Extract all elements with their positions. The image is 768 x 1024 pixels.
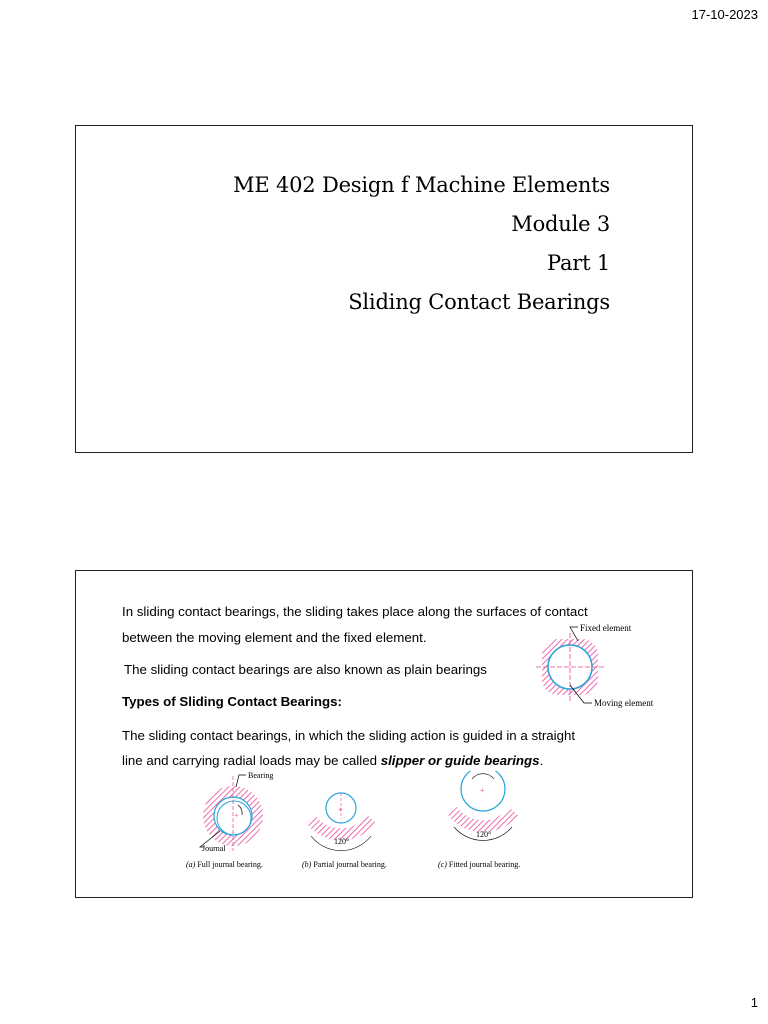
caption-full-letter: (a) bbox=[186, 860, 196, 869]
caption-fitted-letter: (c) bbox=[438, 860, 447, 869]
bearing-label: Bearing bbox=[248, 771, 274, 780]
module-title: Module 3 bbox=[511, 212, 610, 236]
angle-label-b: 120° bbox=[334, 837, 350, 846]
svg-text:+: + bbox=[480, 786, 485, 795]
intro-line-1: In sliding contact bearings, the sliding takes place along the surfaces of contact bbox=[122, 604, 588, 619]
page-number: 1 bbox=[750, 995, 758, 1010]
topic-title: Sliding Contact Bearings bbox=[348, 290, 610, 314]
caption-partial bbox=[302, 860, 387, 869]
course-title: ME 402 Design f Machine Elements bbox=[233, 173, 610, 197]
caption-fitted bbox=[438, 860, 520, 869]
caption-fitted-text: Fitted journal bearing. bbox=[446, 860, 521, 869]
moving-element-label: Moving element bbox=[594, 698, 654, 708]
full-journal-diagram bbox=[200, 775, 263, 851]
caption-full bbox=[186, 860, 263, 869]
title-slide bbox=[75, 125, 693, 453]
slipper-suffix: . bbox=[539, 753, 544, 768]
svg-text:+: + bbox=[234, 811, 239, 820]
slipper-line-1: The sliding contact bearings, in which the sliding action is guided in a straight bbox=[122, 728, 576, 743]
page-date: 17-10-2023 bbox=[691, 7, 758, 22]
content-slide bbox=[75, 570, 693, 898]
fixed-moving-figure bbox=[506, 621, 666, 711]
types-heading: Types of Sliding Contact Bearings: bbox=[122, 694, 342, 709]
part-title: Part 1 bbox=[546, 251, 610, 275]
bearing-types-figure bbox=[176, 771, 546, 876]
slipper-emphasis: slipper or guide bearings bbox=[380, 753, 540, 768]
angle-label-c: 120° bbox=[476, 830, 492, 839]
slipper-prefix: line and carrying radial loads may be called bbox=[122, 753, 381, 768]
caption-full-text: Full journal bearing. bbox=[195, 860, 263, 869]
fixed-element-label: Fixed element bbox=[580, 623, 632, 633]
slipper-line-2 bbox=[122, 753, 543, 768]
plain-bearings-text: The sliding contact bearings are also known as plain bearings bbox=[124, 662, 487, 677]
fixed-leader bbox=[570, 627, 578, 641]
svg-text:+: + bbox=[338, 805, 343, 814]
journal-label: Journal bbox=[202, 844, 226, 853]
caption-partial-letter: (b) bbox=[302, 860, 312, 869]
intro-line-2: between the moving element and the fixed element. bbox=[122, 630, 427, 645]
caption-partial-text: Partial journal bearing. bbox=[311, 860, 387, 869]
